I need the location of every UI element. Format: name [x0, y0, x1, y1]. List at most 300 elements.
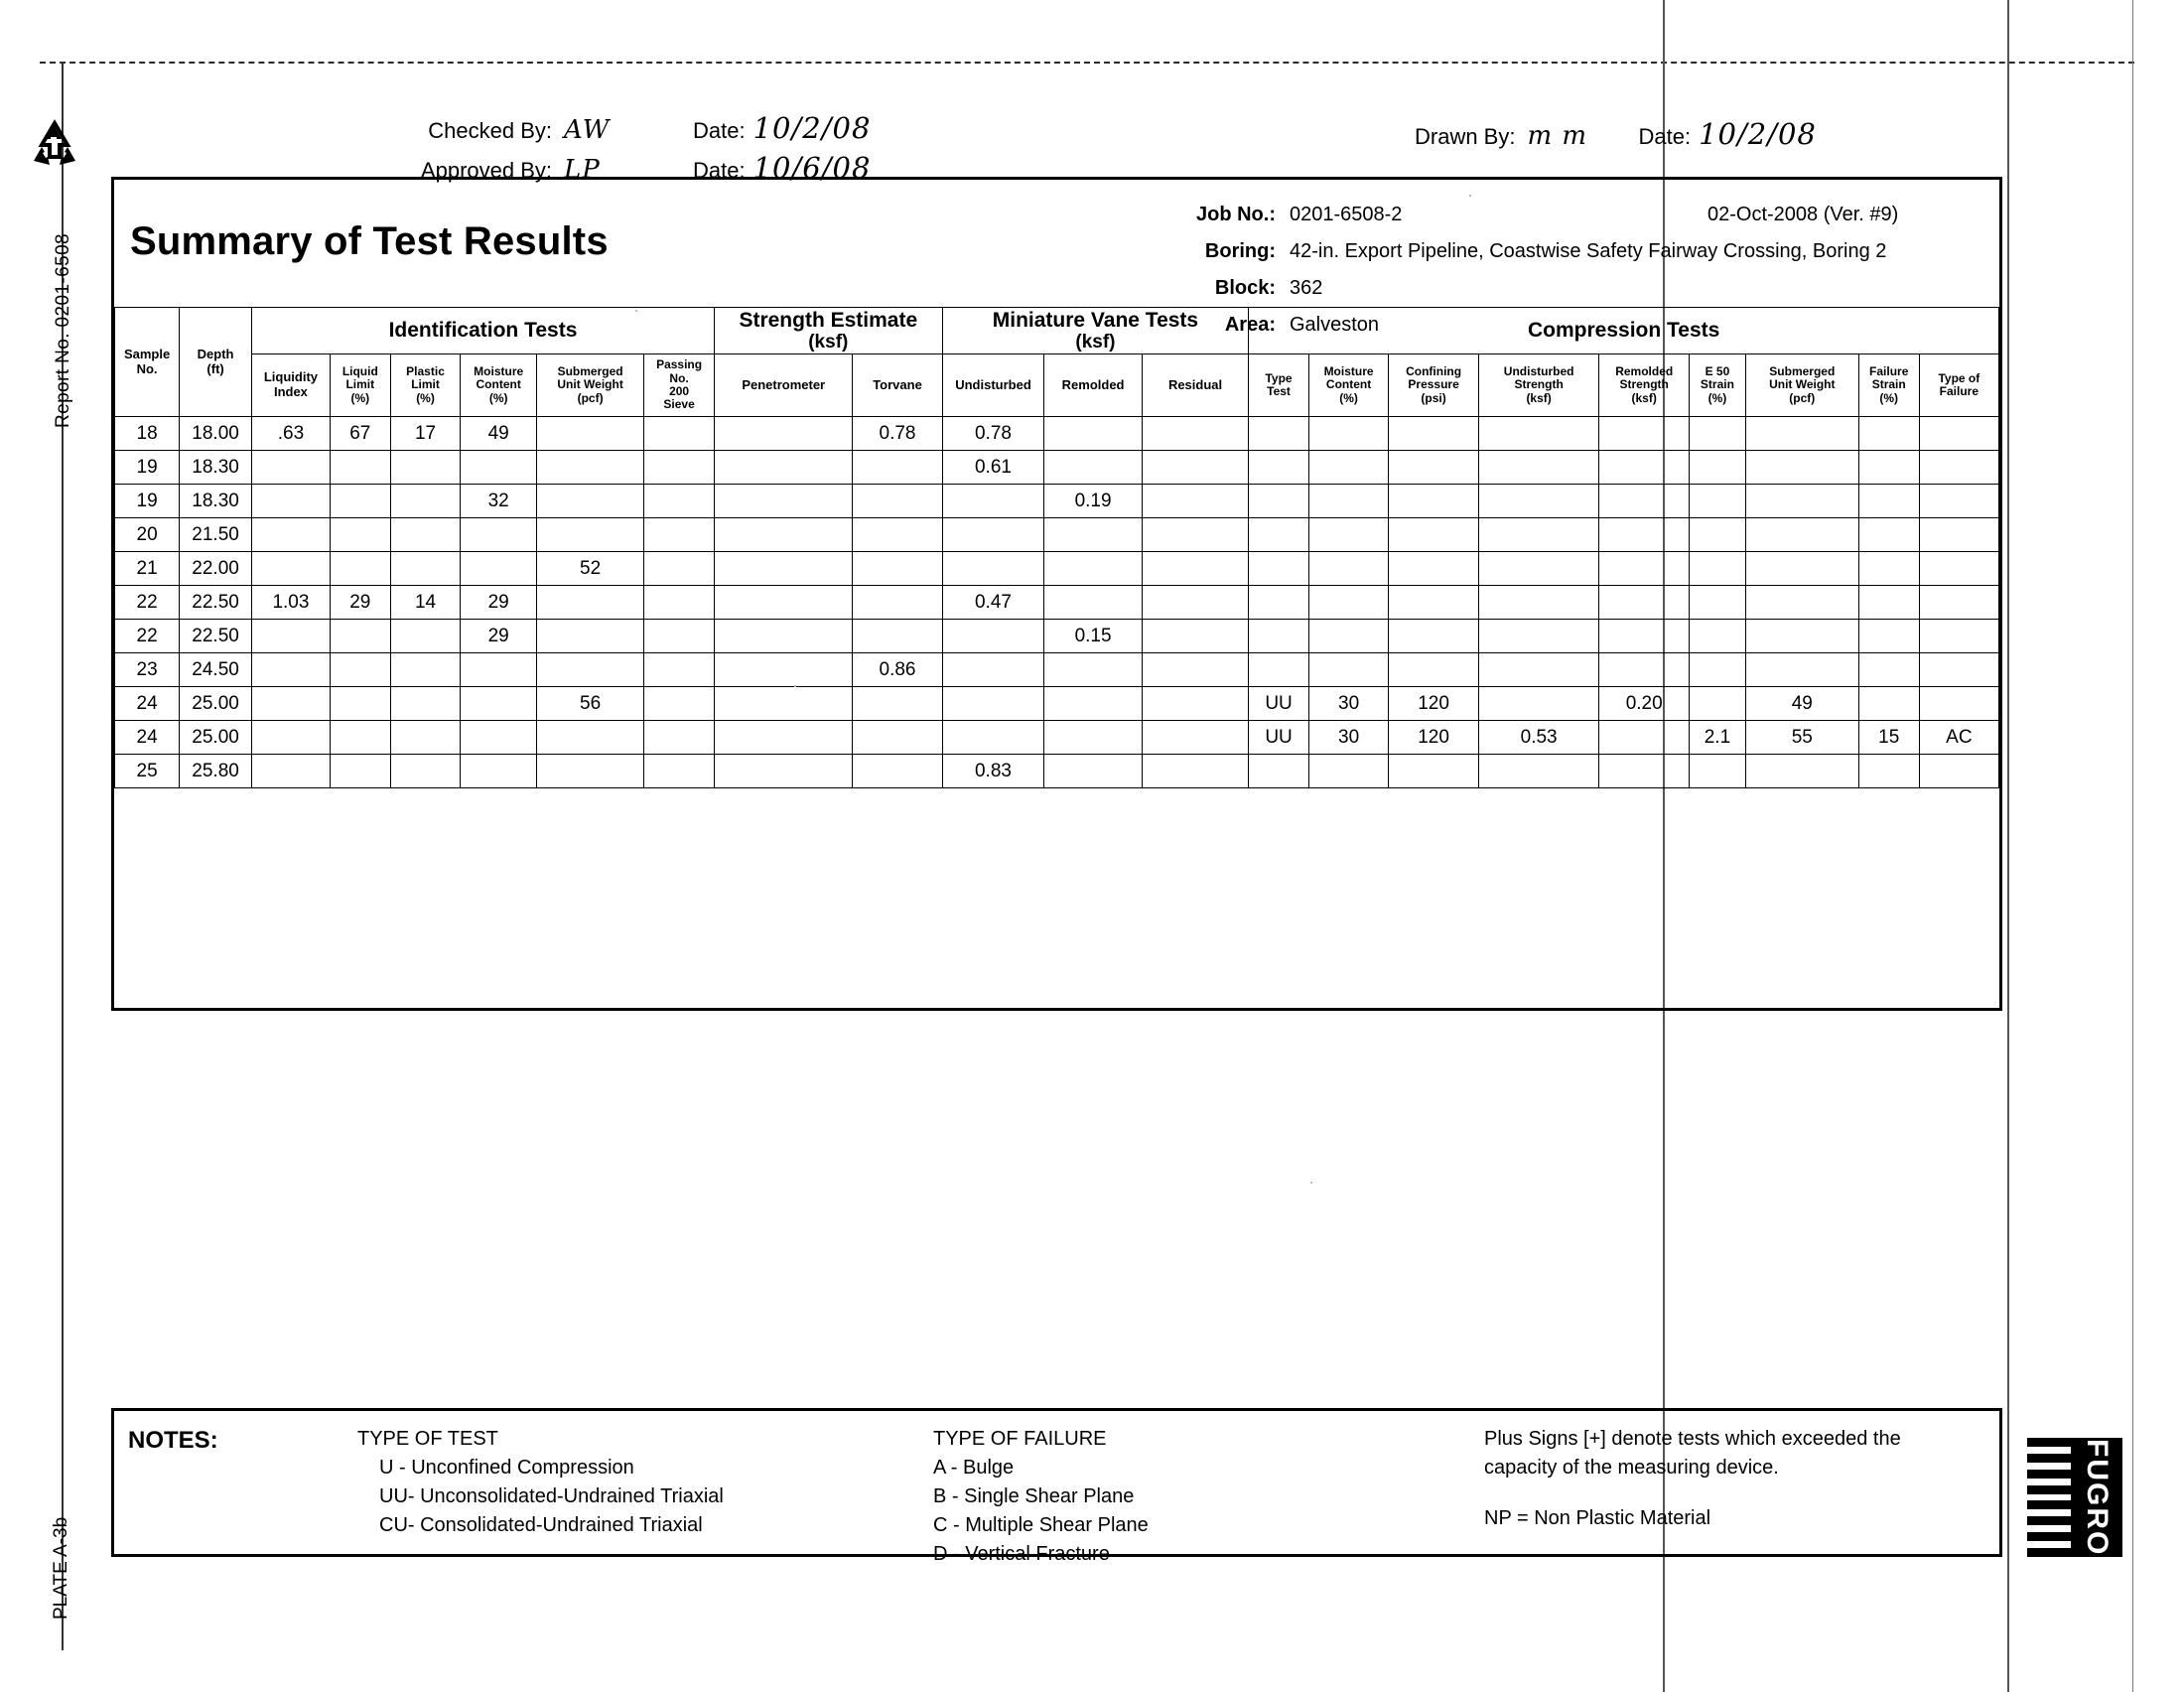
- table-cell: [1919, 653, 1998, 687]
- table-cell: [715, 687, 853, 721]
- table-cell: [1599, 721, 1690, 755]
- table-cell: [853, 451, 942, 485]
- summary-panel: [111, 177, 2002, 1011]
- table-cell: [644, 552, 715, 586]
- type-of-test-item: CU- Consolidated-Undrained Triaxial: [379, 1514, 703, 1536]
- table-cell: [942, 552, 1044, 586]
- table-row: [115, 552, 1999, 586]
- table-cell: 22.00: [180, 552, 252, 586]
- page-title: Summary of Test Results: [130, 219, 609, 263]
- table-cell: [252, 552, 331, 586]
- approved-date-value: 10/6/08: [752, 151, 872, 185]
- type-of-failure-item: D - Vertical Fracture: [933, 1543, 1110, 1565]
- table-cell: [1044, 653, 1142, 687]
- table-cell: 19: [115, 451, 180, 485]
- col-failure-strain: Failure Strain (%): [1858, 354, 1919, 417]
- table-cell: [715, 552, 853, 586]
- table-cell: [1478, 518, 1599, 552]
- table-row: [115, 451, 1999, 485]
- table-cell: [942, 620, 1044, 653]
- table-cell: [330, 721, 390, 755]
- report-number-margin: Report No. 0201-6508: [53, 232, 73, 428]
- table-cell: 29: [330, 586, 390, 620]
- table-cell: [537, 586, 644, 620]
- table-cell: [1745, 451, 1858, 485]
- table-cell: 25: [115, 755, 180, 788]
- approved-by-label: Approved By:: [420, 158, 552, 183]
- table-cell: [1142, 417, 1249, 451]
- table-cell: [537, 417, 644, 451]
- table-cell: [853, 586, 942, 620]
- table-cell: [1308, 485, 1389, 518]
- test-results-table: [114, 307, 1999, 788]
- table-cell: [942, 518, 1044, 552]
- table-cell: [1142, 485, 1249, 518]
- table-cell: [1599, 451, 1690, 485]
- group-identification-tests: Identification Tests: [252, 308, 715, 354]
- table-cell: [1478, 552, 1599, 586]
- checked-date-value: 10/2/08: [752, 111, 872, 145]
- table-cell: [715, 721, 853, 755]
- table-cell: [390, 721, 461, 755]
- table-cell: 120: [1389, 721, 1478, 755]
- table-row: [115, 653, 1999, 687]
- table-cell: 18: [115, 417, 180, 451]
- table-cell: UU: [1249, 687, 1308, 721]
- table-cell: [1389, 451, 1478, 485]
- job-no-value: 0201-6508-2: [1290, 204, 1403, 225]
- table-cell: [1308, 451, 1389, 485]
- table-cell: [1249, 417, 1308, 451]
- notes-label: NOTES:: [128, 1427, 218, 1454]
- table-cell: [252, 620, 331, 653]
- table-cell: [1858, 755, 1919, 788]
- col-passing-200-sieve: Passing No. 200 Sieve: [644, 354, 715, 417]
- col-moisture-content: Moisture Content (%): [461, 354, 537, 417]
- table-cell: [390, 755, 461, 788]
- checked-by-label: Checked By:: [428, 118, 552, 143]
- table-cell: 0.53: [1478, 721, 1599, 755]
- table-cell: 0.78: [853, 417, 942, 451]
- table-cell: [461, 653, 537, 687]
- table-cell: [1858, 653, 1919, 687]
- job-no-row: [1157, 204, 1899, 226]
- table-cell: [390, 687, 461, 721]
- table-cell: [1745, 620, 1858, 653]
- table-cell: [1689, 518, 1745, 552]
- table-cell: [942, 653, 1044, 687]
- col-comp-moisture-content: Moisture Content (%): [1308, 354, 1389, 417]
- table-cell: [1044, 552, 1142, 586]
- page-guide-line-3: [2132, 0, 2133, 1692]
- table-cell: [644, 755, 715, 788]
- type-of-failure-item: A - Bulge: [933, 1457, 1015, 1479]
- non-plastic-note: NP = Non Plastic Material: [1484, 1507, 1711, 1529]
- table-cell: [1044, 721, 1142, 755]
- table-cell: [1858, 687, 1919, 721]
- table-cell: [1044, 451, 1142, 485]
- col-remolded-strength: Remolded Strength (ksf): [1599, 354, 1690, 417]
- table-cell: [853, 755, 942, 788]
- table-cell: [644, 687, 715, 721]
- table-cell: [537, 620, 644, 653]
- table-cell: [1745, 485, 1858, 518]
- table-cell: 49: [461, 417, 537, 451]
- table-cell: [644, 518, 715, 552]
- table-cell: [1142, 451, 1249, 485]
- table-cell: [1689, 687, 1745, 721]
- table-cell: [644, 451, 715, 485]
- table-cell: [1044, 417, 1142, 451]
- table-cell: 25.00: [180, 687, 252, 721]
- table-cell: [1389, 620, 1478, 653]
- col-liquid-limit: Liquid Limit (%): [330, 354, 390, 417]
- table-cell: [1308, 417, 1389, 451]
- table-cell: [1599, 518, 1690, 552]
- table-cell: [537, 653, 644, 687]
- table-cell: [1308, 653, 1389, 687]
- table-cell: [1599, 552, 1690, 586]
- table-cell: [1478, 620, 1599, 653]
- table-cell: [1389, 586, 1478, 620]
- table-cell: 52: [537, 552, 644, 586]
- table-cell: 18.30: [180, 451, 252, 485]
- checked-by-signature: AW: [564, 115, 611, 145]
- table-cell: 22.50: [180, 586, 252, 620]
- table-cell: [715, 485, 853, 518]
- page-guide-line-2: [2007, 0, 2009, 1692]
- col-vane-residual: Residual: [1142, 354, 1249, 417]
- table-cell: [1044, 586, 1142, 620]
- table-cell: [390, 451, 461, 485]
- table-cell: 0.20: [1599, 687, 1690, 721]
- table-cell: [1689, 485, 1745, 518]
- group-strength-estimate: Strength Estimate (ksf): [715, 308, 943, 354]
- table-cell: [330, 451, 390, 485]
- table-cell: [1308, 552, 1389, 586]
- type-of-failure-item: C - Multiple Shear Plane: [933, 1514, 1149, 1536]
- table-cell: 2.1: [1689, 721, 1745, 755]
- table-cell: UU: [1249, 721, 1308, 755]
- fugro-wordmark: FUGRO: [2071, 1438, 2122, 1557]
- table-cell: 21.50: [180, 518, 252, 552]
- table-cell: 0.15: [1044, 620, 1142, 653]
- table-cell: [1142, 687, 1249, 721]
- table-row: [115, 620, 1999, 653]
- table-cell: 30: [1308, 721, 1389, 755]
- col-vane-undisturbed: Undisturbed: [942, 354, 1044, 417]
- table-cell: [1599, 755, 1690, 788]
- approved-by-signature: LP: [564, 155, 601, 185]
- drawn-by-signature: m m: [1527, 121, 1588, 151]
- table-cell: [1599, 485, 1690, 518]
- table-cell: [1249, 552, 1308, 586]
- type-of-test-heading: TYPE OF TEST: [357, 1428, 498, 1450]
- table-cell: [1478, 653, 1599, 687]
- table-cell: [330, 518, 390, 552]
- boring-label: Boring:: [1204, 240, 1276, 262]
- table-cell: [715, 586, 853, 620]
- table-cell: [330, 620, 390, 653]
- table-cell: 29: [461, 620, 537, 653]
- table-cell: [1389, 485, 1478, 518]
- table-cell: [1745, 417, 1858, 451]
- table-cell: [1919, 620, 1998, 653]
- table-cell: 22.50: [180, 620, 252, 653]
- table-cell: [715, 620, 853, 653]
- table-cell: [1689, 653, 1745, 687]
- table-cell: [1745, 653, 1858, 687]
- table-cell: [1389, 518, 1478, 552]
- table-cell: [853, 518, 942, 552]
- block-row: [1157, 277, 1886, 300]
- table-cell: 25.00: [180, 721, 252, 755]
- table-cell: 0.47: [942, 586, 1044, 620]
- plate-number-margin: PLATE A-3b: [51, 1516, 71, 1620]
- table-cell: 0.78: [942, 417, 1044, 451]
- type-of-test-item: U - Unconfined Compression: [379, 1457, 634, 1479]
- table-cell: [252, 687, 331, 721]
- table-cell: [1599, 586, 1690, 620]
- table-row: [115, 417, 1999, 451]
- table-cell: [1858, 552, 1919, 586]
- table-cell: 120: [1389, 687, 1478, 721]
- table-cell: [1919, 417, 1998, 451]
- table-cell: [461, 687, 537, 721]
- general-notes-column: [1484, 1425, 1980, 1533]
- table-cell: [1142, 552, 1249, 586]
- table-cell: [1745, 518, 1858, 552]
- table-cell: [1389, 755, 1478, 788]
- table-cell: [1142, 518, 1249, 552]
- checked-by-row: [377, 111, 871, 145]
- group-compression-tests: Compression Tests: [1249, 308, 1999, 354]
- table-row: [115, 687, 1999, 721]
- block-value: 362: [1290, 277, 1323, 299]
- table-cell: [1599, 620, 1690, 653]
- table-cell: [1249, 620, 1308, 653]
- table-cell: [1044, 687, 1142, 721]
- table-row: [115, 755, 1999, 788]
- table-cell: [1142, 620, 1249, 653]
- table-cell: [853, 687, 942, 721]
- table-cell: 55: [1745, 721, 1858, 755]
- table-cell: [1389, 417, 1478, 451]
- table-cell: [390, 653, 461, 687]
- drawn-date-label: Date:: [1638, 124, 1692, 149]
- block-label: Block:: [1214, 277, 1276, 299]
- col-liquidity-index: Liquidity Index: [252, 354, 331, 417]
- table-cell: [1919, 451, 1998, 485]
- table-cell: [330, 485, 390, 518]
- table-cell: [853, 620, 942, 653]
- table-cell: 15: [1858, 721, 1919, 755]
- table-cell: 14: [390, 586, 461, 620]
- table-cell: 17: [390, 417, 461, 451]
- table-cell: [390, 485, 461, 518]
- table-cell: 0.19: [1044, 485, 1142, 518]
- table-cell: 24: [115, 687, 180, 721]
- table-row: [115, 485, 1999, 518]
- table-group-header-row: [115, 308, 1999, 354]
- table-sub-header-row: [115, 354, 1999, 417]
- table-cell: [252, 485, 331, 518]
- drawn-by-row: [1415, 117, 1817, 151]
- table-cell: [1478, 687, 1599, 721]
- table-cell: [1142, 755, 1249, 788]
- table-cell: [1919, 518, 1998, 552]
- col-undisturbed-strength: Undisturbed Strength (ksf): [1478, 354, 1599, 417]
- table-cell: 22: [115, 586, 180, 620]
- table-row: [115, 721, 1999, 755]
- table-cell: [461, 755, 537, 788]
- table-cell: [330, 755, 390, 788]
- table-cell: [390, 620, 461, 653]
- table-cell: 18.00: [180, 417, 252, 451]
- table-cell: [1689, 620, 1745, 653]
- table-cell: [1249, 451, 1308, 485]
- table-cell: 56: [537, 687, 644, 721]
- table-cell: [390, 552, 461, 586]
- col-penetrometer: Penetrometer: [715, 354, 853, 417]
- table-cell: [1919, 755, 1998, 788]
- table-cell: [252, 755, 331, 788]
- table-cell: [1249, 755, 1308, 788]
- table-cell: [644, 721, 715, 755]
- table-cell: [1308, 586, 1389, 620]
- type-of-test-item: UU- Unconsolidated-Undrained Triaxial: [379, 1485, 724, 1507]
- type-of-test-column: [357, 1425, 724, 1540]
- table-cell: [330, 552, 390, 586]
- table-cell: 22: [115, 620, 180, 653]
- table-cell: .63: [252, 417, 331, 451]
- table-cell: [1249, 485, 1308, 518]
- table-cell: [942, 485, 1044, 518]
- group-miniature-vane-tests: Miniature Vane Tests (ksf): [942, 308, 1249, 354]
- table-cell: [252, 653, 331, 687]
- drawn-date-value: 10/2/08: [1699, 117, 1817, 151]
- table-cell: [1599, 417, 1690, 451]
- table-cell: [715, 451, 853, 485]
- type-of-failure-column: [933, 1425, 1149, 1569]
- table-cell: [1389, 653, 1478, 687]
- table-cell: [644, 485, 715, 518]
- table-cell: 24: [115, 721, 180, 755]
- table-cell: [1858, 451, 1919, 485]
- table-cell: [1858, 417, 1919, 451]
- table-cell: [461, 552, 537, 586]
- col-type-test: Type Test: [1249, 354, 1308, 417]
- table-cell: [1689, 417, 1745, 451]
- col-submerged-unit-weight: Submerged Unit Weight (pcf): [537, 354, 644, 417]
- type-of-failure-heading: TYPE OF FAILURE: [933, 1428, 1107, 1450]
- table-cell: [1249, 653, 1308, 687]
- table-cell: [461, 721, 537, 755]
- col-vane-remolded: Remolded: [1044, 354, 1142, 417]
- table-cell: 49: [1745, 687, 1858, 721]
- table-cell: [330, 653, 390, 687]
- table-cell: [1745, 755, 1858, 788]
- table-cell: [461, 518, 537, 552]
- table-cell: [1858, 485, 1919, 518]
- table-cell: [1308, 518, 1389, 552]
- table-cell: [1745, 586, 1858, 620]
- table-cell: [252, 451, 331, 485]
- table-cell: [1249, 586, 1308, 620]
- table-cell: [644, 417, 715, 451]
- job-no-label: Job No.:: [1196, 204, 1276, 225]
- table-cell: [330, 687, 390, 721]
- col-type-of-failure: Type of Failure: [1919, 354, 1998, 417]
- table-cell: 25.80: [180, 755, 252, 788]
- table-cell: [1858, 586, 1919, 620]
- col-confining-pressure: Confining Pressure (psi): [1389, 354, 1478, 417]
- table-cell: [1142, 653, 1249, 687]
- table-cell: [1689, 586, 1745, 620]
- table-body: [115, 417, 1999, 788]
- table-cell: [1478, 755, 1599, 788]
- table-row: [115, 518, 1999, 552]
- table-cell: [853, 552, 942, 586]
- table-cell: 67: [330, 417, 390, 451]
- table-cell: [1142, 586, 1249, 620]
- table-cell: [1044, 755, 1142, 788]
- table-cell: 18.30: [180, 485, 252, 518]
- table-cell: [1044, 518, 1142, 552]
- table-cell: [1389, 552, 1478, 586]
- table-cell: [1919, 687, 1998, 721]
- table-cell: [537, 451, 644, 485]
- table-cell: 0.61: [942, 451, 1044, 485]
- col-plastic-limit: Plastic Limit (%): [390, 354, 461, 417]
- table-row: [115, 586, 1999, 620]
- table-cell: 24.50: [180, 653, 252, 687]
- approved-date-label: Date:: [693, 158, 746, 183]
- table-cell: 32: [461, 485, 537, 518]
- area-value: Galveston: [1290, 314, 1380, 336]
- table-cell: [1919, 586, 1998, 620]
- table-cell: [1308, 620, 1389, 653]
- table-cell: 20: [115, 518, 180, 552]
- table-cell: [715, 755, 853, 788]
- table-cell: 23: [115, 653, 180, 687]
- table-cell: [537, 721, 644, 755]
- table-cell: [537, 485, 644, 518]
- table-cell: 21: [115, 552, 180, 586]
- table-cell: [1478, 485, 1599, 518]
- table-cell: [1745, 552, 1858, 586]
- type-of-failure-item: B - Single Shear Plane: [933, 1485, 1135, 1507]
- fugro-barcode-icon: [2027, 1438, 2071, 1557]
- table-cell: [252, 721, 331, 755]
- col-comp-unit-weight: Submerged Unit Weight (pcf): [1745, 354, 1858, 417]
- table-cell: 0.86: [853, 653, 942, 687]
- table-cell: 19: [115, 485, 180, 518]
- table-cell: [644, 620, 715, 653]
- table-cell: [644, 586, 715, 620]
- table-cell: [644, 653, 715, 687]
- trim-line-top: [40, 62, 2134, 64]
- table-cell: [1478, 417, 1599, 451]
- table-cell: 1.03: [252, 586, 331, 620]
- table-cell: [715, 417, 853, 451]
- table-cell: [1478, 586, 1599, 620]
- col-sample-no: Sample No.: [115, 308, 180, 417]
- table-cell: [853, 485, 942, 518]
- table-cell: [715, 653, 853, 687]
- table-cell: [715, 518, 853, 552]
- table-cell: [537, 755, 644, 788]
